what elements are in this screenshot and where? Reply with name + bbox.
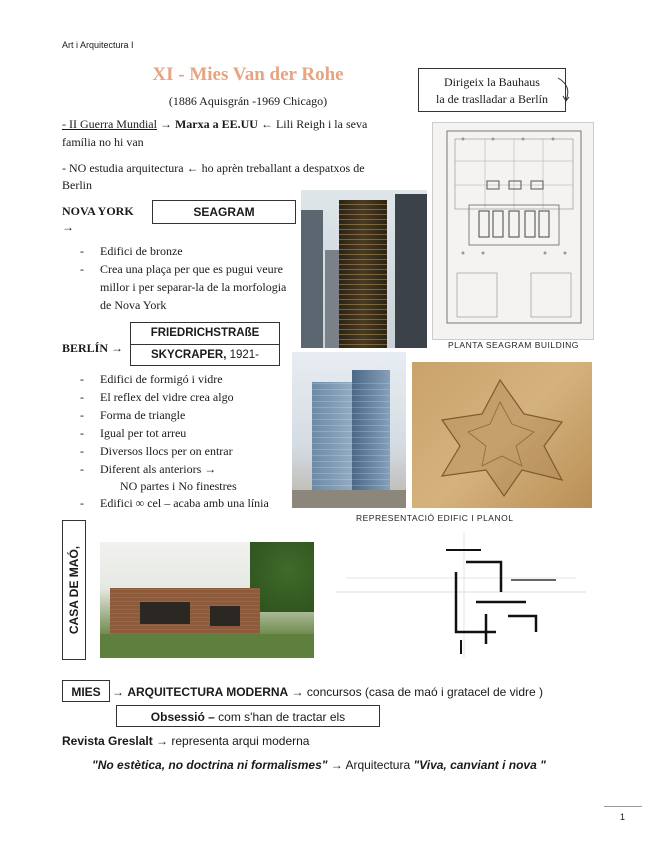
mies-modern-architecture: ARQUITECTURA MODERNA xyxy=(127,685,289,699)
skyscraper-line xyxy=(131,345,279,366)
intro-line-1 xyxy=(62,116,412,133)
footer-rule xyxy=(604,806,642,807)
intro-line-2-cont: Berlin xyxy=(62,178,92,192)
casa-label-box xyxy=(62,520,86,660)
berlin-bullet: - Edifici ∞ cel – acaba amb una línia xyxy=(80,494,280,512)
seagram-plan-drawing xyxy=(433,123,594,340)
skyscraper-title: SKYCRAPER, xyxy=(150,349,227,361)
mies-line xyxy=(112,684,543,700)
obsession-bold: Obsessió – xyxy=(150,710,215,724)
nova-york-bullet: - Edifici de bronze xyxy=(80,242,290,260)
friedrichstrasse-plan-image xyxy=(412,362,592,508)
brick-house-photo xyxy=(100,542,314,658)
nova-york-list xyxy=(80,242,290,314)
page-title: XI - Mies Van der Rohe xyxy=(152,64,344,85)
seagram-photo xyxy=(301,190,427,348)
nova-york-arrow: → xyxy=(62,220,74,234)
friedrichstrasse-title: FRIEDRICHSTRAßE xyxy=(131,323,279,345)
intro-arrow-1: → xyxy=(156,117,175,131)
berlin-label: BERLÍN → xyxy=(62,341,124,355)
berlin-list xyxy=(80,370,280,478)
intro-line-1-cont: família no hi van xyxy=(62,135,144,149)
side-note-line-2: la de traslladar a Berlín xyxy=(436,92,548,106)
revista-rest: → representa arqui moderna xyxy=(152,734,310,748)
running-header: Art i Arquitectura I xyxy=(62,40,134,50)
mies-arrow: → xyxy=(112,685,128,699)
intro-line-2: - NO estudia arquitectura ← ho aprèn treballant a despatxos de xyxy=(62,161,365,175)
mies-rest: → concursos (casa de maó i gratacel de vidre ) xyxy=(288,685,544,699)
friedrichstrasse-plan-drawing xyxy=(412,362,592,508)
casa-label: CASA DE MAÓ, xyxy=(67,545,81,635)
berlin-bullet: - Edifici de formigó i vidre xyxy=(80,370,280,388)
nova-york-bullet: - Crea una plaça per que es pugui veure millor i per separar-la de la morfologia de Nova York xyxy=(80,260,290,314)
quote-part-1: "No estètica, no doctrina ni formalismes" xyxy=(92,758,328,772)
side-note-box xyxy=(418,68,566,112)
nova-york-label: NOVA YORK xyxy=(62,204,134,218)
revista-name: Revista Greslalt xyxy=(62,734,153,748)
title-dates: (1886 Aquisgrán -1969 Chicago) xyxy=(168,94,328,108)
intro-move: Marxa a EE.UU xyxy=(174,117,258,131)
intro-rest: Lili Reigh i la seva xyxy=(275,117,368,131)
mies-label: MIES xyxy=(71,685,101,699)
berlin-bullet: - Diversos llocs per on entrar xyxy=(80,442,280,460)
skyscraper-year: 1921- xyxy=(226,349,259,361)
quote-middle: → Arquitectura xyxy=(327,758,414,772)
berlin-bullet: - Diferent als anteriors → xyxy=(80,460,280,478)
intro-arrow-2: ← xyxy=(257,117,276,131)
intro-war: - II Guerra Mundial xyxy=(62,117,157,131)
quote-line xyxy=(92,757,546,773)
representation-caption: REPRESENTACIÓ EDIFIC I PLANOL xyxy=(356,513,514,523)
berlin-bullet: - Forma de triangle xyxy=(80,406,280,424)
obsession-box xyxy=(116,705,380,727)
seagram-box xyxy=(152,200,296,224)
curved-arrow-icon xyxy=(556,72,576,108)
seagram-caption: PLANTA SEAGRAM BUILDING xyxy=(448,340,579,350)
seagram-title: SEAGRAM xyxy=(193,205,255,219)
friedrichstrasse-box xyxy=(130,322,280,366)
berlin-list-end xyxy=(80,494,280,512)
quote-part-2: "Viva, canviant i nova " xyxy=(413,758,546,772)
obsession-rest: com s'han de tractar els xyxy=(214,710,346,724)
brick-house-plan xyxy=(326,532,596,658)
glass-skyscraper-photo xyxy=(292,352,406,508)
berlin-bullet: - Igual per tot arreu xyxy=(80,424,280,442)
page-number: 1 xyxy=(620,812,626,822)
berlin-bullet: - El reflex del vidre crea algo xyxy=(80,388,280,406)
side-note-line-1: Dirigeix la Bauhaus xyxy=(444,75,540,89)
brick-house-plan-drawing xyxy=(326,532,596,658)
berlin-indent-line: NO partes i No finestres xyxy=(120,479,237,493)
mies-box xyxy=(62,680,110,702)
seagram-plan-image xyxy=(432,122,594,340)
revista-line xyxy=(62,733,309,749)
